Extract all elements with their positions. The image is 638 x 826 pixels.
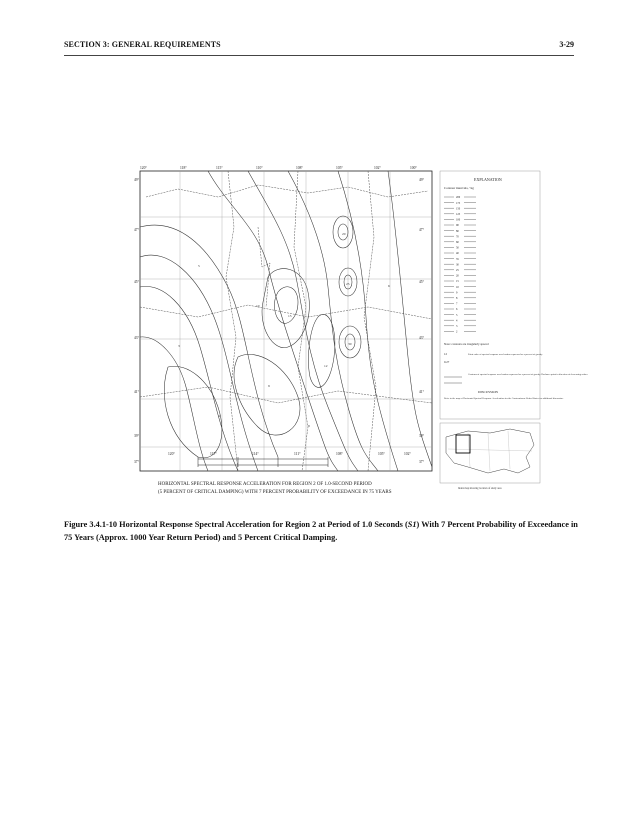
legend-contour-value: 25 <box>456 269 459 272</box>
legend-contour-value: 20 <box>456 274 459 278</box>
legend-contour-value: 60 <box>456 241 459 244</box>
legend-contour-value: 30 <box>456 263 459 267</box>
lon-label: 115° <box>216 166 223 170</box>
lat-label: 43° <box>134 336 140 340</box>
lon-label: 105° <box>336 166 343 170</box>
discussion-text: Refer to the map of Horizontal Spectral Response Acceleration for the Conterminous United States for additional discussion. <box>444 397 564 400</box>
lat-label: 49° <box>134 178 140 182</box>
legend-contour-value: 70 <box>456 235 459 239</box>
lon-label: 100° <box>410 166 417 170</box>
legend-note: Note: contours are irregularly spaced <box>444 342 489 346</box>
lat-label: 47° <box>134 228 140 232</box>
svg-text:4: 4 <box>218 414 220 418</box>
svg-text:25: 25 <box>346 282 350 286</box>
legend-contour-value: 10 <box>456 285 459 289</box>
lat-label: 45° <box>419 280 425 284</box>
svg-text:30: 30 <box>348 342 352 346</box>
svg-text:12: 12 <box>444 352 447 356</box>
legend-contour-value: 2 <box>456 330 458 334</box>
legend-contour-value: 35 <box>456 257 459 261</box>
lon-label: 120° <box>140 166 147 170</box>
symbol-desc-1: Point value of spectral response acceleration expressed as a percent of gravity <box>468 353 543 356</box>
hazard-map-svg <box>134 166 588 499</box>
svg-text:15: 15 <box>288 314 292 318</box>
legend-contour-value: 50 <box>456 246 459 250</box>
lat-label: 39° <box>419 434 425 438</box>
left-latitude-labels <box>134 178 140 464</box>
lat-label: 41° <box>134 390 140 394</box>
svg-text:0.27: 0.27 <box>444 360 450 364</box>
symbol-desc-2: Contours of spectral response acceleration expressed as a percent of gravity. Hachures point in direction of decreasing values <box>468 373 588 376</box>
header-rule <box>64 55 574 56</box>
legend-contour-value: 6 <box>456 308 458 312</box>
lat-label: 37° <box>134 460 140 464</box>
legend-contour-value: 7 <box>456 302 458 306</box>
lon-label: 117° <box>210 452 217 456</box>
lon-label: 102° <box>404 452 411 456</box>
svg-text:12: 12 <box>324 364 328 368</box>
svg-text:20: 20 <box>342 232 346 236</box>
lat-label: 49° <box>419 178 425 182</box>
lon-label: 110° <box>256 166 263 170</box>
lon-label: 114° <box>252 452 259 456</box>
legend-contour-value: 175 <box>456 201 461 205</box>
section-title: SECTION 3: GENERAL REQUIREMENTS <box>64 40 221 49</box>
lat-label: 41° <box>419 390 425 394</box>
legend-contour-value: 150 <box>456 207 461 211</box>
hazard-map-figure <box>134 166 588 499</box>
svg-text:6: 6 <box>388 284 390 288</box>
discussion-title: DISCUSSION <box>478 390 498 394</box>
lon-label: 108° <box>336 452 343 456</box>
map-title-line2: (5 PERCENT OF CRITICAL DAMPING) WITH 7 PERCENT PROBABILITY OF EXCEEDANCE IN 75 YEARS <box>158 490 392 495</box>
legend-contour-value: 90 <box>456 224 459 228</box>
page-number: 3-29 <box>559 40 574 49</box>
caption-symbol: S1 <box>407 520 417 529</box>
lat-label: 37° <box>419 460 425 464</box>
lon-label: 108° <box>296 166 303 170</box>
top-longitude-labels <box>140 166 417 170</box>
lon-label: 118° <box>180 166 187 170</box>
svg-text:5: 5 <box>198 264 200 268</box>
legend-contour-value: 100 <box>456 218 461 222</box>
inset-caption: Index map showing location of study area <box>458 487 502 490</box>
lat-label: 45° <box>134 280 140 284</box>
legend-contour-value: 80 <box>456 229 459 233</box>
figure-caption <box>64 518 584 544</box>
lat-label: 47° <box>419 228 425 232</box>
svg-text:9: 9 <box>268 384 270 388</box>
page-header <box>64 40 574 54</box>
legend-panel <box>440 171 588 419</box>
map-frame <box>140 171 432 471</box>
svg-text:10: 10 <box>256 304 260 308</box>
lat-label: 43° <box>419 336 425 340</box>
svg-text:8: 8 <box>308 424 310 428</box>
legend-contour-value: 8 <box>456 297 458 300</box>
svg-text:3: 3 <box>178 344 180 348</box>
legend-title: EXPLANATION <box>474 177 502 182</box>
lon-label: 102° <box>374 166 381 170</box>
legend-contour-value: 4 <box>456 319 458 323</box>
legend-subtitle: Contour intervals, %g <box>444 186 474 190</box>
lon-label: 105° <box>378 452 385 456</box>
legend-contour-value: 3 <box>456 325 458 328</box>
legend-contour-value: 125 <box>456 213 461 216</box>
lon-label: 111° <box>294 452 301 456</box>
map-title-line1: HORIZONTAL SPECTRAL RESPONSE ACCELERATION FOR REGION 2 OF 1.0-SECOND PERIOD <box>158 482 372 487</box>
legend-contour-value: 200 <box>456 196 461 200</box>
lon-label: 120° <box>168 452 175 456</box>
legend-contour-value: 40 <box>456 252 459 256</box>
caption-suffix: ) With 7 Percent Probability of Exceedance in 75 Years (Approx. 1000 Year Return Period) and 5 Percent Critical Damping. <box>64 520 578 542</box>
legend-contour-value: 15 <box>456 280 459 284</box>
legend-contour-value: 9 <box>456 291 458 295</box>
legend-contour-value: 5 <box>456 313 458 317</box>
caption-prefix: Figure 3.4.1-10 Horizontal Response Spectral Acceleration for Region 2 at Period of 1.0 Seconds ( <box>64 520 408 529</box>
lat-label: 39° <box>134 434 140 438</box>
inset-map <box>440 423 540 490</box>
